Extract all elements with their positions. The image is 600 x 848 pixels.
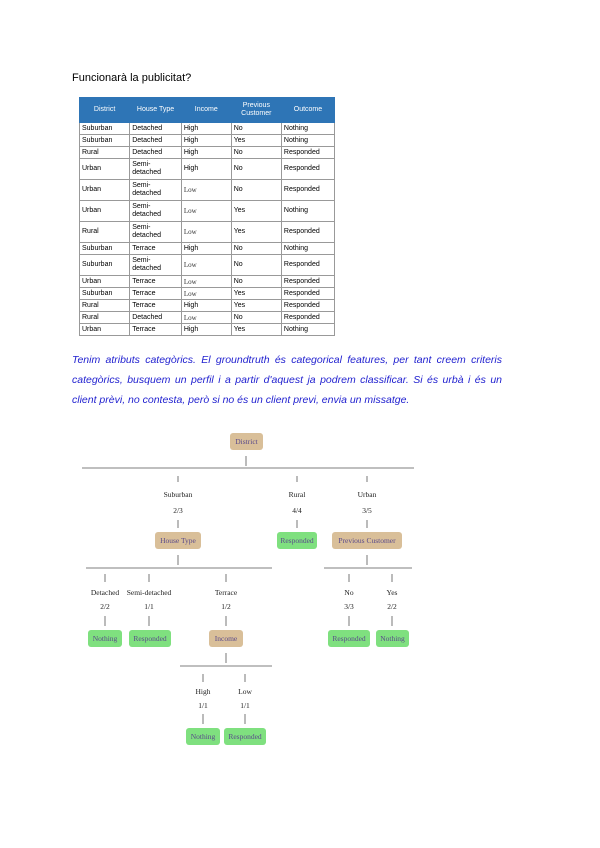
table-cell: High [181,159,231,180]
table-cell: No [231,255,281,276]
table-row [80,312,335,324]
frac-urban: 3/5 [362,506,372,515]
table-cell: Terrace [130,300,182,312]
svg-text:Nothing: Nothing [190,732,216,741]
table-cell: No [231,159,281,180]
table-cell: Nothing [281,123,334,135]
table-cell: Detached [130,123,182,135]
table-row [80,222,335,243]
table-cell: No [231,312,281,324]
branch-high: High [195,687,211,696]
table-cell: Low [181,312,231,324]
table-cell: High [181,123,231,135]
table-cell: Low [181,201,231,222]
frac-rural: 4/4 [292,506,302,515]
frac-high: 1/1 [198,701,208,710]
table-cell: No [231,147,281,159]
table-cell: Rural [80,222,130,243]
branch-detached: Detached [90,588,120,597]
tree-leaf-detached [88,630,122,647]
tree-leaf-low [224,728,266,745]
table-cell: Responded [281,312,334,324]
table-cell: Urban [80,324,130,336]
frac-yes: 2/2 [387,602,397,611]
table-cell: Suburban [80,135,130,147]
table-row [80,123,335,135]
svg-text:Responded: Responded [228,732,262,741]
table-row [80,135,335,147]
table-cell: Responded [281,159,334,180]
table-row [80,288,335,300]
table-cell: Responded [281,180,334,201]
svg-text:Previous Customer: Previous Customer [338,536,396,545]
table-cell: Semi-detached [130,159,182,180]
table-cell: Detached [130,135,182,147]
table-cell: Suburban [80,288,130,300]
table-row [80,147,335,159]
table-cell: Semi-detached [130,222,182,243]
svg-text:Responded: Responded [280,536,314,545]
frac-detached: 2/2 [100,602,110,611]
table-cell: Yes [231,324,281,336]
table-row [80,276,335,288]
branch-no: No [344,588,354,597]
data-table [79,97,335,336]
table-cell: Responded [281,255,334,276]
tree-node-house-type [155,532,201,549]
svg-text:Responded: Responded [332,634,366,643]
table-cell: Urban [80,276,130,288]
tree-node-previous-customer [332,532,402,549]
header-previous-customer: Previous Customer [231,98,281,123]
table-cell: Terrace [130,243,182,255]
table-cell: Low [181,255,231,276]
header-house-type: House Type [130,98,182,123]
explanation-paragraph: Tenim atributs categòrics. El groundtruth és categorical features, per tant creem criteris categòrics, busquem un perfil i a partir d'aquest ja podrem classificar. Si és urbà i és un client prèvi, no contesta, però si no és un client previ, envia un missatge. [72,354,502,406]
table-cell: Responded [281,147,334,159]
header-district: District [80,98,130,123]
table-cell: No [231,123,281,135]
table-cell: Yes [231,222,281,243]
table-row [80,324,335,336]
table-cell: Rural [80,312,130,324]
tree-leaf-no [328,630,370,647]
table-row [80,300,335,312]
table-row [80,243,335,255]
branch-yes: Yes [386,588,398,597]
svg-text:House Type: House Type [160,536,196,545]
header-outcome: Outcome [281,98,334,123]
branch-low: Low [238,687,252,696]
table-cell: Rural [80,300,130,312]
table-cell: Suburban [80,243,130,255]
frac-terrace: 1/2 [221,602,231,611]
svg-text:Responded: Responded [133,634,167,643]
decision-tree [0,420,600,760]
table-cell: Rural [80,147,130,159]
table-cell: High [181,243,231,255]
branch-semi-detached: Semi-detached [126,588,172,597]
table-cell: Responded [281,300,334,312]
table-cell: Terrace [130,324,182,336]
branch-terrace: Terrace [214,588,238,597]
table-cell: Low [181,180,231,201]
table-cell: Yes [231,135,281,147]
table-row [80,159,335,180]
table-row [80,201,335,222]
table-cell: Nothing [281,135,334,147]
table-cell: Yes [231,300,281,312]
table-cell: Low [181,222,231,243]
table-cell: Urban [80,159,130,180]
table-cell: High [181,147,231,159]
table-cell: Detached [130,312,182,324]
tree-leaf-semi-detached [129,630,171,647]
table-cell: High [181,135,231,147]
table-cell: Detached [130,147,182,159]
table-cell: Suburban [80,123,130,135]
tree-leaf-rural [277,532,317,549]
table-cell: Low [181,276,231,288]
table-cell: Responded [281,288,334,300]
svg-text:Nothing: Nothing [92,634,118,643]
header-income: Income [181,98,231,123]
tree-leaf-high [186,728,220,745]
table-cell: Low [181,288,231,300]
frac-low: 1/1 [240,701,250,710]
table-cell: Nothing [281,324,334,336]
frac-no: 3/3 [344,602,354,611]
svg-text:Income: Income [214,634,238,643]
table-cell: High [181,324,231,336]
page-title: Funcionarà la publicitat? [72,72,192,84]
frac-semi-detached: 1/1 [144,602,154,611]
table-cell: Responded [281,276,334,288]
svg-text:District: District [235,437,258,446]
table-cell: Yes [231,288,281,300]
tree-leaf-yes [376,630,409,647]
branch-suburban: Suburban [163,490,193,499]
table-cell: Semi-detached [130,180,182,201]
table-cell: Urban [80,180,130,201]
table-cell: Semi-detached [130,201,182,222]
table-cell: Suburban [80,255,130,276]
table-body [80,123,335,336]
table-row [80,180,335,201]
table-cell: High [181,300,231,312]
table-row [80,255,335,276]
table-cell: Nothing [281,243,334,255]
table-cell: Yes [231,201,281,222]
frac-suburban: 2/3 [173,506,183,515]
branch-urban: Urban [357,490,377,499]
branch-rural: Rural [288,490,306,499]
table-cell: Terrace [130,288,182,300]
table-cell: Semi-detached [130,255,182,276]
table-cell: No [231,243,281,255]
tree-node-district [230,433,263,450]
table-header-row [80,98,335,123]
table-cell: Nothing [281,201,334,222]
tree-node-income [209,630,243,647]
svg-text:Nothing: Nothing [380,634,405,643]
table-cell: Urban [80,201,130,222]
table-cell: Responded [281,222,334,243]
table-cell: No [231,276,281,288]
table-cell: Terrace [130,276,182,288]
table-cell: No [231,180,281,201]
